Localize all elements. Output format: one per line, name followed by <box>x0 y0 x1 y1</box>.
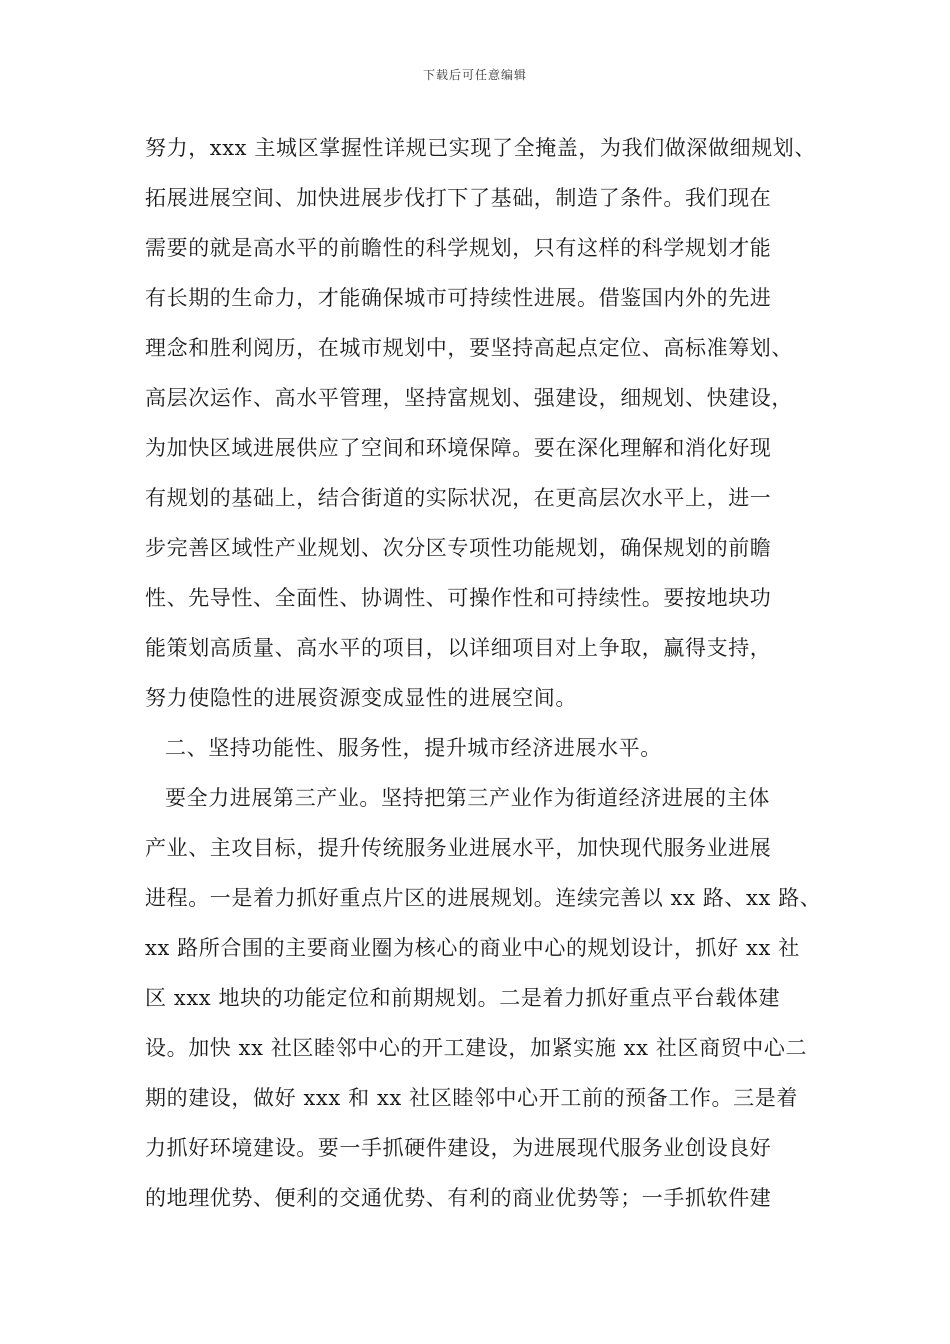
text-line: 需要的就是高水平的前瞻性的科学规划，只有这样的科学规划才能 <box>145 236 772 260</box>
text-line: 产业、主攻目标，提升传统服务业进展水平，加快现代服务业进展 <box>145 836 772 860</box>
text-line: 努力使隐性的进展资源变成显性的进展空间。 <box>145 686 577 710</box>
text-line: 有长期的生命力，才能确保城市可持续性进展。借鉴国内外的先进 <box>145 286 772 310</box>
text-line: 性、先导性、全面性、协调性、可操作性和可持续性。要按地块功 <box>145 586 772 610</box>
text-line: 拓展进展空间、加快进展步伐打下了基础，制造了条件。我们现在 <box>145 186 772 210</box>
text-line: 期的建设，做好 xxx 和 xx 社区睦邻中心开工前的预备工作。三是着 <box>145 1086 798 1110</box>
text-line: 设。加快 xx 社区睦邻中心的开工建设，加紧实施 xx 社区商贸中心二 <box>145 1036 808 1060</box>
text-line: 进程。一是着力抓好重点片区的进展规划。连续完善以 xx 路、xx 路、 <box>145 886 822 910</box>
text-line: 的地理优势、便利的交通优势、有利的商业优势等；一手抓软件建 <box>145 1186 772 1210</box>
text-line: 为加快区域进展供应了空间和环境保障。要在深化理解和消化好现 <box>145 436 772 460</box>
text-line: xx 路所合围的主要商业圈为核心的商业中心的规划设计，抓好 xx 社 <box>145 936 800 960</box>
text-line: 能策划高质量、高水平的项目，以详细项目对上争取，赢得支持， <box>145 636 772 660</box>
text-line: 高层次运作、高水平管理，坚持富规划、强建设，细规划、快建设， <box>145 386 793 410</box>
page-header: 下载后可任意编辑 <box>422 68 527 82</box>
text-line: 努力，xxx 主城区掌握性详规已实现了全掩盖，为我们做深做细规划、 <box>145 136 817 160</box>
text-line: 力抓好环境建设。要一手抓硬件建设，为进展现代服务业创设良好 <box>145 1136 772 1160</box>
text-line: 理念和胜利阅历，在城市规划中，要坚持高起点定位、高标准筹划、 <box>145 336 793 360</box>
document-body <box>145 131 845 1231</box>
text-line: 区 xxx 地块的功能定位和前期规划。二是着力抓好重点平台载体建 <box>145 986 781 1010</box>
text-line: 要全力进展第三产业。坚持把第三产业作为街道经济进展的主体 <box>165 786 770 810</box>
text-line: 步完善区域性产业规划、次分区专项性功能规划，确保规划的前瞻 <box>145 536 772 560</box>
text-line: 有规划的基础上，结合街道的实际状况，在更高层次水平上，进一 <box>145 486 772 510</box>
text-line: 二、坚持功能性、服务性，提升城市经济进展水平。 <box>165 736 662 760</box>
